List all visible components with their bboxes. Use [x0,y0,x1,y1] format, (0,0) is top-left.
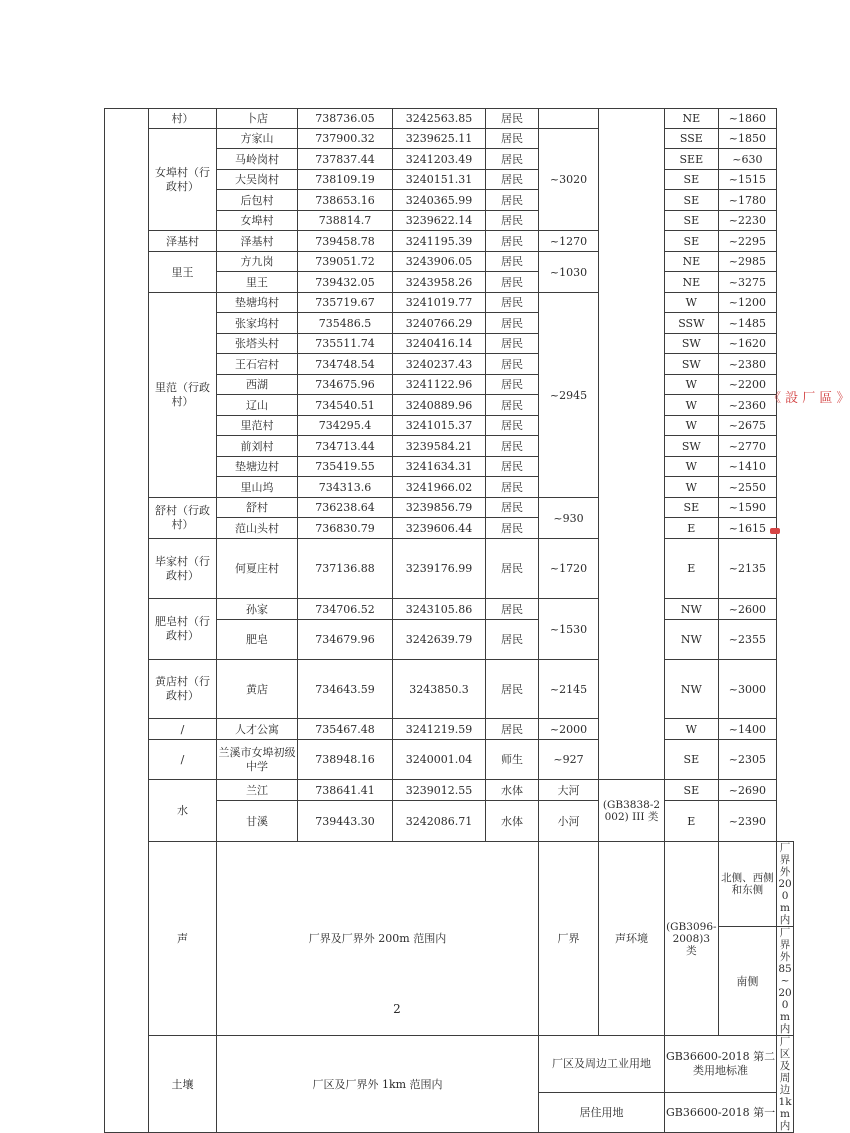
name-cell: 卜店 [217,109,298,129]
group-cell: 肥皂村（行政村） [149,599,217,660]
table-row [105,109,794,129]
table-row [105,498,794,518]
type-cell: 居民 [486,293,539,313]
far-distance-cell: ~1200 [718,293,776,313]
y-coord-cell: 3243850.3 [393,660,486,719]
distance-cell [539,109,599,129]
direction-cell: SSE [665,129,719,149]
name-cell: 范山头村 [217,518,298,539]
direction-cell: SE [665,231,719,252]
name-cell: 垫塘坞村 [217,293,298,313]
stamp-text: 《 設 厂 區 》 [768,391,850,406]
direction-cell: E [665,518,719,539]
x-coord-cell: 737136.88 [298,539,393,599]
direction-cell: NW [665,599,719,620]
standard-cell [599,109,665,780]
distance-cell: ~2000 [539,719,599,740]
type-cell: 居民 [486,354,539,375]
far-distance-cell: ~1410 [718,457,776,477]
far-distance-cell: ~2295 [718,231,776,252]
far-distance-cell: ~2550 [718,477,776,498]
name-cell: 人才公寓 [217,719,298,740]
table-row [105,842,794,927]
far-distance-cell: ~2355 [718,620,776,660]
distance-cell: ~2145 [539,660,599,719]
far-distance-cell: ~2770 [718,436,776,457]
group-cell: / [149,740,217,780]
x-coord-cell: 735419.55 [298,457,393,477]
distance-cell: ~927 [539,740,599,780]
distance-cell: ~1030 [539,252,599,293]
soil-use-cell: 厂区及周边工业用地 [539,1036,665,1093]
type-cell: 居民 [486,539,539,599]
direction-cell: SW [665,334,719,354]
group-cell: / [149,719,217,740]
type-cell: 居民 [486,129,539,149]
name-cell: 何夏庄村 [217,539,298,599]
water-category: 水 [149,780,217,842]
name-cell: 肥皂 [217,620,298,660]
name-cell: 女埠村 [217,211,298,231]
noise-side-cell: 北侧、西侧和东侧 [718,842,776,927]
x-coord-cell: 738948.16 [298,740,393,780]
type-cell: 居民 [486,660,539,719]
name-cell: 张家坞村 [217,313,298,334]
type-cell: 居民 [486,109,539,129]
type-cell: 居民 [486,477,539,498]
soil-standard-cell: GB36600-2018 第一 [665,1093,777,1133]
x-coord-cell: 734713.44 [298,436,393,457]
type-cell: 水体 [486,780,539,801]
distance-cell: ~3020 [539,129,599,231]
distance-cell: ~930 [539,498,599,539]
y-coord-cell: 3241634.31 [393,457,486,477]
direction-cell: SW [665,354,719,375]
y-coord-cell: 3243105.86 [393,599,486,620]
name-cell: 里王 [217,272,298,293]
type-cell: 师生 [486,740,539,780]
type-cell: 居民 [486,334,539,354]
far-distance-cell: ~1515 [718,170,776,190]
y-coord-cell: 3240237.43 [393,354,486,375]
y-coord-cell: 3240889.96 [393,395,486,416]
table-row [105,1036,794,1093]
y-coord-cell: 3239176.99 [393,539,486,599]
name-cell: 前刘村 [217,436,298,457]
type-cell: 居民 [486,620,539,660]
x-coord-cell: 736830.79 [298,518,393,539]
direction-cell: NE [665,109,719,129]
name-cell: 方九岗 [217,252,298,272]
soil-range-cell: 厂区及厂界外 1km 范围内 [217,1036,539,1133]
direction-cell: SEE [665,149,719,170]
noise-category: 声 [149,842,217,1036]
table-row [105,719,794,740]
direction-cell: SE [665,780,719,801]
far-distance-cell: ~1620 [718,334,776,354]
direction-cell: E [665,539,719,599]
y-coord-cell: 3240766.29 [393,313,486,334]
far-distance-cell: ~2200 [718,375,776,395]
group-cell: 舒村（行政村） [149,498,217,539]
x-coord-cell: 738641.41 [298,780,393,801]
x-coord-cell: 734748.54 [298,354,393,375]
far-distance-cell: ~2675 [718,416,776,436]
type-cell: 居民 [486,518,539,539]
y-coord-cell: 3240365.99 [393,190,486,211]
noise-standard-cell: (GB3096-2008)3 类 [665,842,719,1036]
direction-cell: W [665,477,719,498]
x-coord-cell: 735467.48 [298,719,393,740]
table-row [105,660,794,719]
x-coord-cell: 739432.05 [298,272,393,293]
group-cell: 黄店村（行政村） [149,660,217,719]
far-distance-cell: ~2135 [718,539,776,599]
name-cell: 垫塘边村 [217,457,298,477]
type-cell: 居民 [486,375,539,395]
x-coord-cell: 734643.59 [298,660,393,719]
soil-distance-cell: 厂区及周边 1km 内 [778,1036,792,1132]
far-distance-cell: ~3000 [718,660,776,719]
table-row [105,599,794,620]
y-coord-cell: 3241122.96 [393,375,486,395]
name-cell: 后包村 [217,190,298,211]
name-cell: 大吴岗村 [217,170,298,190]
far-distance-cell: ~2360 [718,395,776,416]
page-number: 2 [393,1002,401,1016]
x-coord-cell: 734295.4 [298,416,393,436]
x-coord-cell: 739443.30 [298,801,393,842]
x-coord-cell: 735719.67 [298,293,393,313]
y-coord-cell: 3239606.44 [393,518,486,539]
y-coord-cell: 3240001.04 [393,740,486,780]
far-distance-cell: ~1615 [718,518,776,539]
direction-cell: W [665,375,719,395]
name-cell: 张塔头村 [217,334,298,354]
table-row [105,129,794,149]
type-cell: 居民 [486,211,539,231]
y-coord-cell: 3240416.14 [393,334,486,354]
group-cell: 女埠村（行政村） [149,129,217,231]
distance-cell: ~1530 [539,599,599,660]
x-coord-cell: 734706.52 [298,599,393,620]
far-distance-cell: ~1400 [718,719,776,740]
x-coord-cell: 739458.78 [298,231,393,252]
y-coord-cell: 3242639.79 [393,620,486,660]
soil-use-cell: 居住用地 [539,1093,665,1133]
type-cell: 居民 [486,231,539,252]
scale-cell: 大河 [539,780,599,801]
group-cell: 里范（行政村） [149,293,217,498]
noise-side-cell: 南侧 [718,927,776,1036]
table-row [105,539,794,599]
table-row [105,740,794,780]
soil-standard-cell: GB36600-2018 第二类用地标准 [665,1036,777,1093]
name-cell: 马岭岗村 [217,149,298,170]
table-row [105,780,794,801]
type-cell: 居民 [486,190,539,211]
far-distance-cell: ~1485 [718,313,776,334]
y-coord-cell: 3241195.39 [393,231,486,252]
y-coord-cell: 3241219.59 [393,719,486,740]
distance-cell: ~1270 [539,231,599,252]
group-cell: 村） [149,109,217,129]
direction-cell: SW [665,436,719,457]
direction-cell: E [665,801,719,842]
name-cell: 兰溪市女埠初级中学 [217,740,298,780]
x-coord-cell: 738814.7 [298,211,393,231]
direction-cell: NE [665,272,719,293]
table-row [105,293,794,313]
far-distance-cell: ~1850 [718,129,776,149]
noise-distance-cell: 厂界外 200m 内 [778,842,792,926]
direction-cell: NW [665,660,719,719]
stamp-mark [770,528,780,534]
noise-distance-cell: 厂界外 85~200 m 内 [778,927,792,1035]
name-cell: 兰江 [217,780,298,801]
type-cell: 居民 [486,149,539,170]
direction-cell: W [665,293,719,313]
x-coord-cell: 734675.96 [298,375,393,395]
direction-cell: SE [665,170,719,190]
group-cell: 泽基村 [149,231,217,252]
far-distance-cell: ~2985 [718,252,776,272]
type-cell: 水体 [486,801,539,842]
direction-cell: W [665,457,719,477]
x-coord-cell: 738109.19 [298,170,393,190]
y-coord-cell: 3239584.21 [393,436,486,457]
name-cell: 王石宕村 [217,354,298,375]
direction-cell: SE [665,498,719,518]
far-distance-cell: ~2230 [718,211,776,231]
direction-cell: SE [665,211,719,231]
far-distance-cell: ~2690 [718,780,776,801]
far-distance-cell: ~1860 [718,109,776,129]
type-cell: 居民 [486,599,539,620]
name-cell: 黄店 [217,660,298,719]
direction-cell: NW [665,620,719,660]
name-cell: 孙家 [217,599,298,620]
y-coord-cell: 3241015.37 [393,416,486,436]
type-cell: 居民 [486,719,539,740]
direction-cell: SE [665,190,719,211]
type-cell: 居民 [486,457,539,477]
x-coord-cell: 735486.5 [298,313,393,334]
noise-range-cell: 厂界及厂界外 200m 范围内 [217,842,539,1036]
far-distance-cell: ~1780 [718,190,776,211]
soil-category: 土壤 [149,1036,217,1133]
direction-cell: SE [665,740,719,780]
x-coord-cell: 734313.6 [298,477,393,498]
scale-cell: 小河 [539,801,599,842]
x-coord-cell: 734679.96 [298,620,393,660]
type-cell: 居民 [486,313,539,334]
type-cell: 居民 [486,416,539,436]
x-coord-cell: 739051.72 [298,252,393,272]
direction-cell: SSW [665,313,719,334]
y-coord-cell: 3242086.71 [393,801,486,842]
far-distance-cell: ~630 [718,149,776,170]
far-distance-cell: ~2600 [718,599,776,620]
name-cell: 辽山 [217,395,298,416]
name-cell: 泽基村 [217,231,298,252]
type-cell: 居民 [486,252,539,272]
name-cell: 舒村 [217,498,298,518]
y-coord-cell: 3239625.11 [393,129,486,149]
distance-cell: ~1720 [539,539,599,599]
type-cell: 居民 [486,395,539,416]
name-cell: 西湖 [217,375,298,395]
direction-cell: W [665,395,719,416]
category-cell [105,109,149,1133]
noise-object-cell: 厂界 [539,842,599,1036]
x-coord-cell: 737837.44 [298,149,393,170]
far-distance-cell: ~2390 [718,801,776,842]
type-cell: 居民 [486,170,539,190]
x-coord-cell: 738653.16 [298,190,393,211]
type-cell: 居民 [486,498,539,518]
y-coord-cell: 3240151.31 [393,170,486,190]
type-cell: 居民 [486,272,539,293]
name-cell: 方家山 [217,129,298,149]
direction-cell: W [665,719,719,740]
x-coord-cell: 736238.64 [298,498,393,518]
direction-cell: NE [665,252,719,272]
direction-cell: W [665,416,719,436]
distance-cell: ~2945 [539,293,599,498]
x-coord-cell: 738736.05 [298,109,393,129]
name-cell: 里山坞 [217,477,298,498]
y-coord-cell: 3241019.77 [393,293,486,313]
y-coord-cell: 3243958.26 [393,272,486,293]
group-cell: 毕家村（行政村） [149,539,217,599]
far-distance-cell: ~3275 [718,272,776,293]
x-coord-cell: 737900.32 [298,129,393,149]
far-distance-cell: ~2380 [718,354,776,375]
group-cell: 里王 [149,252,217,293]
x-coord-cell: 734540.51 [298,395,393,416]
table-row [105,252,794,272]
name-cell: 里范村 [217,416,298,436]
y-coord-cell: 3239622.14 [393,211,486,231]
y-coord-cell: 3243906.05 [393,252,486,272]
water-standard-cell: (GB3838-2002) III 类 [599,780,665,842]
name-cell: 甘溪 [217,801,298,842]
y-coord-cell: 3241966.02 [393,477,486,498]
y-coord-cell: 3242563.85 [393,109,486,129]
noise-type-cell: 声环境 [599,842,665,1036]
far-distance-cell: ~2305 [718,740,776,780]
x-coord-cell: 735511.74 [298,334,393,354]
table-row [105,231,794,252]
type-cell: 居民 [486,436,539,457]
y-coord-cell: 3239012.55 [393,780,486,801]
y-coord-cell: 3241203.49 [393,149,486,170]
far-distance-cell: ~1590 [718,498,776,518]
y-coord-cell: 3239856.79 [393,498,486,518]
